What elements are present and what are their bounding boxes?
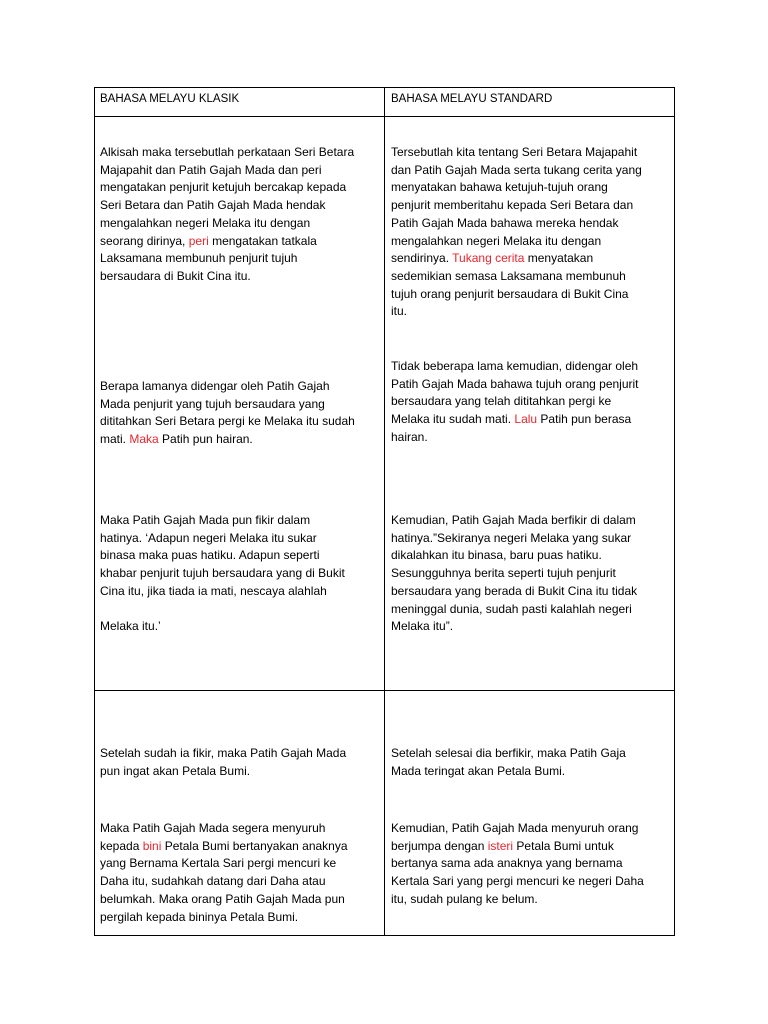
highlighted-word: Maka (129, 432, 159, 447)
header-klasik: BAHASA MELAYU KLASIK (100, 93, 240, 105)
standard-paragraph-2: Tidak beberapa lama kemudian, didengar oleh Patih Gajah Mada bahawa tujuh orang penjurit bersaudara yang telah dititahkan pergi ke Melaka itu sudah mati. Lalu Patih pun berasa hairan. (391, 359, 639, 444)
column-divider (384, 88, 385, 935)
highlighted-word: isteri (487, 838, 514, 853)
klasik-paragraph-4: Setelah sudah ia fikir, maka Patih Gajah Mada pun ingat akan Petala Bumi. (100, 746, 347, 778)
klasik-paragraph-5: Maka Patih Gajah Mada segera menyuruh kepada bini Petala Bumi bertanyakan anaknya yang Bernama Kertala Sari pergi mencuri ke Daha itu, sudahkah datang dari Daha atau belumkah. Maka orang Patih Gajah Mada pun pergilah kepada bininya Petala Bumi. (100, 821, 348, 924)
standard-paragraph-3: Kemudian, Patih Gajah Mada berfikir di dalam hatinya.”Sekiranya negeri Melaka yang sukar dikalahkan itu binasa, baru puas hatiku. Sesungguhnya berita seperti tujuh penjurit bersaudara yang berada di Bukit Cina itu tidak meninggal dunia, sudah pasti kalahlah negeri Melaka itu”. (391, 513, 638, 634)
standard-paragraph-1: Tersebutlah kita tentang Seri Betara Majapahit dan Patih Gajah Mada serta tukang cerita yang menyatakan bahawa ketujuh-tujuh orang penjurit memberitahu kepada Seri Betara dan Patih Gajah Mada bahawa mereka hendak mengalahkan negeri Melaka itu dengan sendirinya. Tukang cerita menyatakan sedemikian semasa Laksamana membunuh tujuh orang penjurit bersaudara di Bukit Cina itu. (391, 145, 642, 319)
klasik-paragraph-2: Berapa lamanya didengar oleh Patih Gajah Mada penjurit yang tujuh bersaudara yang dititahkan Seri Betara pergi ke Melaka itu sudah mati. Maka Patih pun hairan. (100, 379, 355, 447)
highlighted-word: peri (188, 233, 209, 248)
standard-paragraph-5: Kemudian, Patih Gajah Mada menyuruh orang berjumpa dengan isteri Petala Bumi untuk bertanya sama ada anaknya yang bernama Kertala Sari yang pergi mencuri ke negeri Daha itu, sudah pulang ke belum. (391, 821, 644, 906)
highlighted-word: Lalu (514, 412, 538, 427)
klasik-paragraph-3: Maka Patih Gajah Mada pun fikir dalam hatinya. ‘Adapun negeri Melaka itu sukar binasa maka puas hatiku. Adapun seperti khabar penjurit tujuh bersaudara yang di Bukit Cina itu, jika tiada ia mati, nescaya alahlah Melaka itu.’ (100, 513, 345, 634)
header-divider (95, 116, 674, 117)
highlighted-word: Tukang cerita (452, 251, 525, 266)
row-divider (95, 690, 674, 691)
klasik-paragraph-1: Alkisah maka tersebutlah perkataan Seri Betara Majapahit dan Patih Gajah Mada dan peri mengatakan penjurit ketujuh bercakap kepada Seri Betara dan Patih Gajah Mada hendak mengalahkan negeri Melaka itu dengan seorang dirinya, peri mengatakan tatkala Laksamana membunuh penjurit tujuh bersaudara di Bukit Cina itu. (100, 145, 355, 283)
standard-paragraph-4: Setelah selesai dia berfikir, maka Patih Gaja Mada teringat akan Petala Bumi. (391, 746, 626, 778)
highlighted-word: bini (142, 838, 162, 853)
header-standard: BAHASA MELAYU STANDARD (391, 93, 553, 105)
